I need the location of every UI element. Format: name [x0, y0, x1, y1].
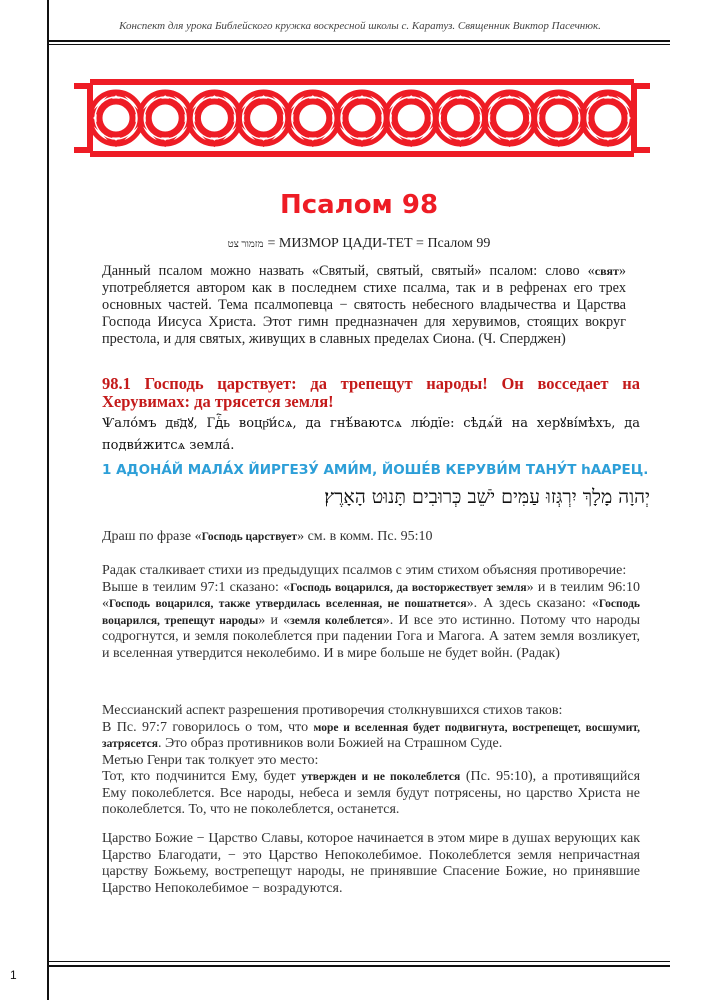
text-span: Мессианский аспект разрешения противоречия столкнувшихся стихов таков:: [102, 703, 563, 718]
bold-span: утвержден и не поколеблется: [301, 771, 461, 783]
text-span: Выше в теилим 97:1 сказано: «: [102, 579, 291, 595]
text-span: (Пс. 95:10), а противящийся Ему поколеблется. Все народы, небеса и земля будут потрясены, но царство Христа не поколеблется. То, что не поколеблется, останется.: [102, 769, 641, 817]
text-span: Драш по фразе «: [102, 529, 202, 544]
celtic-knot-ornament: [72, 68, 652, 168]
bold-span: земля колеблется: [290, 614, 383, 627]
text-span: В Пс. 97:7 говорилось о том, что: [102, 719, 314, 735]
text-span: ». И все это истинно. Потому что народы содрогнутся, и земля поколеблется при падении Гога и Магога. А затем земля возликует, и вселенная утвердится неколебимо. И в мире больше не будет войн. (Радак): [102, 612, 640, 661]
intro-text-1: Данный псалом можно назвать «Святый, святый, святый» псалом: слово «: [102, 263, 595, 279]
text-span: Радак сталкивает стихи из предыдущих псалмов с этим стихом объясняя противоречие:: [102, 563, 627, 578]
paragraph-radak: [102, 563, 640, 662]
paragraph-drash: [102, 529, 640, 546]
text-span: ». А здесь сказано: «: [466, 596, 599, 611]
paragraph-messianic: [102, 703, 640, 819]
verse-transliteration: 1 АДОНА́Й МАЛА́Х ЙИРГЕЗУ́ АМИ́М, ЙОШЕ́В КЕРУВИ́М ТАНУ́Т hААРЕЦ.: [102, 462, 649, 478]
header-rule-thin: [48, 44, 670, 45]
psalm-subtitle: [48, 236, 670, 252]
paragraph-kingdom: Царство Божие − Царство Славы, которое начинается в этом мире в душах верующих как Царство Благодати, − это Царство Непоколебимое. Поколеблется земля непричастная царству Божьему, вострепещут народы, не принявшие Спасение Божие, но принявшие Царство Непоколебимое − возрадуются.: [102, 831, 640, 896]
left-margin-rule: [47, 0, 49, 1000]
intro-text-2: » употребляется автором как в последнем стихе псалма, так и в рефренах его трех основных частей. Тема псалмопевца − святость небесного владычества и Царства Господа Иисуса Христа. Этот гимн предназначен для херувимов, стоящих вокруг престола, и для святых, живущих в славных пределах Сиона. (Ч. Сперджен): [102, 263, 626, 347]
text-span: » и «: [258, 612, 291, 628]
intro-paragraph: [102, 263, 626, 348]
text-span: . Это образ противников воли Божией на Страшном Суде.: [157, 736, 503, 751]
hebrew-title: מזמור צט: [227, 239, 264, 250]
page-number: 1: [10, 968, 17, 982]
page-title: Псалом 98: [279, 190, 439, 220]
footer-rule-thin: [48, 961, 670, 962]
bold-span: море и вселенная будет подвигнута, вострепещет, восшумит, затрясется: [102, 721, 641, 750]
text-span: Тот, кто подчинится Ему, будет: [102, 769, 302, 784]
bold-span: Господь воцарился, также утвердилась вселенная, не пошатнется: [109, 598, 467, 610]
text-span: » см. в комм. Пс. 95:10: [297, 529, 433, 544]
text-span: » и в теилим 96:10 «: [102, 579, 641, 611]
page-header: Конспект для урока Библейского кружка воскресной школы с. Каратуз. Священник Виктор Пасечнюк.: [119, 20, 601, 32]
verse-church-slavonic: Ѱало́мъ дв҃дꙋ, Гдⷭ҇ь воцр҃и́сѧ, да гнѣ́ваютсѧ лю́дїе: сѣдѧ́й на херꙋві́мѣхъ, да подви́житсѧ земла́.: [102, 416, 640, 453]
subtitle-text: = МИЗМОР ЦАДИ-ТЕТ = Псалом 99: [267, 236, 491, 251]
header-rule: [48, 40, 670, 42]
verse-hebrew: יְהוָה מָלָךְ יִרְגְּזוּ עַמִּים יֹשֵׁב כְּרוּבִים תָּנוּט הָאָרֶץ׃: [324, 486, 650, 508]
text-span: Метью Генри так толкует это место:: [102, 752, 319, 768]
bold-span: Господь воцарился, да восторжествует земля: [290, 581, 527, 594]
bold-span: Господь царствует: [201, 531, 298, 543]
intro-bold-word: свят: [594, 264, 619, 278]
verse-russian: 98.1 Господь царствует: да трепещут народы! Он восседает на Херувимах: да трясется земля!: [102, 374, 640, 411]
bold-span: Господь воцарился, трепещут народы: [102, 598, 640, 627]
footer-rule: [48, 965, 670, 967]
